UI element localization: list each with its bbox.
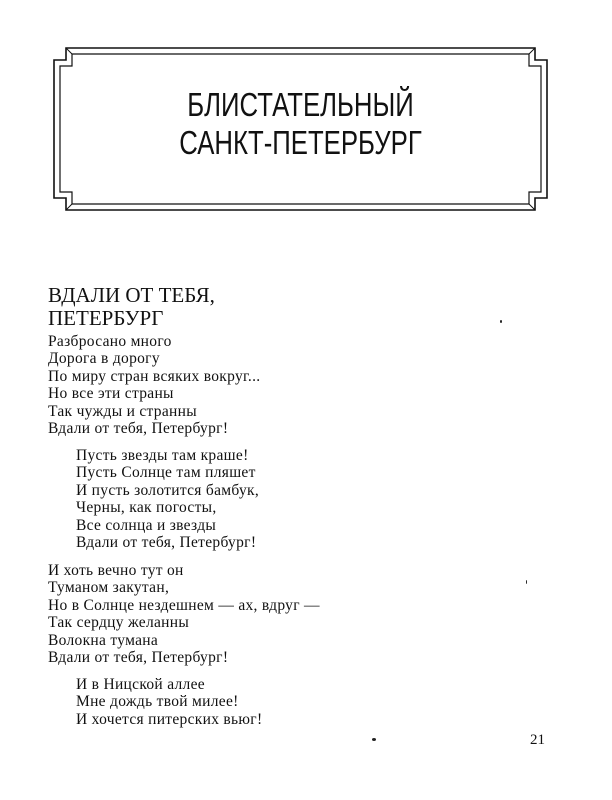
verse-line: Пусть звезды там краше!: [76, 447, 249, 464]
stanza-3: [48, 562, 320, 666]
verse-line: Дорога в дорогу: [48, 350, 160, 368]
poem-title-line-1: ВДАЛИ ОТ ТЕБЯ,: [48, 283, 215, 307]
page-title-line-2: САНКТ-ПЕТЕРБУРГ: [179, 124, 422, 161]
poem-title-line-2: ПЕТЕРБУРГ: [48, 306, 164, 330]
verse-line: Но все эти страны: [48, 385, 174, 403]
verse-line: И в Ницской аллее: [76, 676, 205, 693]
verse-line: Так сердцу желанны: [48, 614, 190, 632]
verse-line: Волокна тумана: [48, 631, 159, 649]
verse-line: Вдали от тебя, Петербург!: [76, 534, 257, 552]
poem-title: [48, 284, 215, 330]
verse-line: Туманом закутан,: [48, 579, 170, 597]
scan-speck: [372, 738, 376, 741]
stanza-2: [76, 447, 259, 551]
stanza-1: [48, 333, 260, 437]
verse-line: Пусть Солнце там пляшет: [76, 464, 256, 482]
verse-line: И хочется питерских вьюг!: [76, 710, 263, 728]
page-title-line-1: БЛИСТАТЕЛЬНЫЙ: [187, 86, 414, 123]
verse-line: Все солнца и звезды: [76, 516, 217, 534]
scan-speck: [526, 580, 527, 584]
scan-speck: [500, 320, 502, 323]
verse-line: И хоть вечно тут он: [48, 562, 184, 579]
verse-line: Вдали от тебя, Петербург!: [48, 420, 229, 438]
stanza-4: [76, 676, 262, 728]
verse-line: Так чужды и странны: [48, 402, 197, 420]
verse-line: Мне дождь твой милее!: [76, 693, 239, 711]
page-title: [107, 86, 495, 162]
heading-frame: [52, 46, 549, 212]
verse-line: Но в Солнце нездешнем — ах, вдруг —: [48, 596, 320, 614]
page-number: 21: [530, 732, 545, 748]
verse-line: Разбросано много: [48, 333, 172, 350]
verse-line: И пусть золотится бамбук,: [76, 481, 260, 499]
verse-line: По миру стран всяких вокруг...: [48, 367, 261, 385]
verse-line: Вдали от тебя, Петербург!: [48, 649, 229, 667]
verse-line: Черны, как погосты,: [76, 499, 217, 517]
